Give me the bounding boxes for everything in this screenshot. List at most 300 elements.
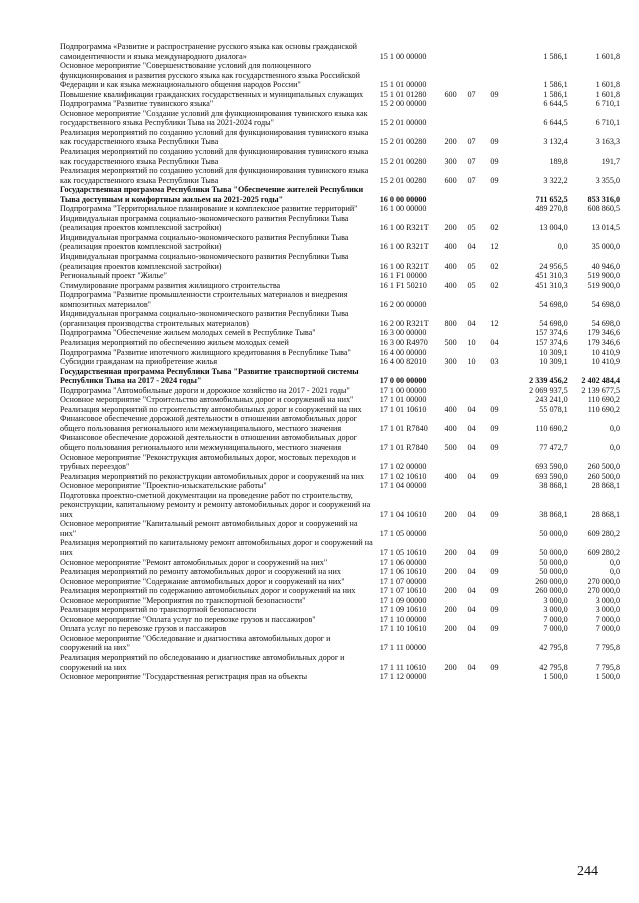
subsection-code xyxy=(490,367,513,386)
amount-year-1: 1 586,1 xyxy=(543,89,568,99)
row-name: Повышение квалификации гражданских государственных и муниципальных служащих xyxy=(60,89,364,99)
expense-type-code: 400 xyxy=(444,280,457,290)
row-name: Реализация мероприятий по созданию условий для функционирования тувинского языка как государственного языка Республики Тыва xyxy=(60,127,369,147)
section-code xyxy=(467,615,490,625)
amount-year-2: 270 000,0 xyxy=(587,576,620,586)
table-row xyxy=(60,290,620,309)
amount-year-1: 1 586,1 xyxy=(543,51,568,61)
expense-type-code xyxy=(444,596,467,606)
amount-year-1: 24 956,5 xyxy=(539,261,568,271)
amount-year-1: 38 868,1 xyxy=(539,481,568,491)
target-article-code: 16 1 F1 50210 xyxy=(379,280,427,290)
row-name: Реализация мероприятий по транспортной безопасности xyxy=(60,605,257,615)
subsection-code xyxy=(490,109,513,128)
subsection-code: 04 xyxy=(490,337,499,347)
amount-year-1: 451 310,3 xyxy=(535,280,568,290)
subsection-code xyxy=(490,185,513,204)
expense-type-code xyxy=(444,615,467,625)
row-name: Основное мероприятие "Реконструкция автомобильных дорог, мостовых переходов и трубных переездов" xyxy=(60,452,356,472)
section-code: 05 xyxy=(467,280,476,290)
expense-type-code: 400 xyxy=(444,423,457,433)
expense-type-code xyxy=(444,558,467,568)
target-article-code: 17 1 05 10610 xyxy=(379,547,427,557)
amount-year-2: 28 868,1 xyxy=(591,481,620,491)
amount-year-2: 609 280,2 xyxy=(587,528,620,538)
amount-year-1: 3 322,2 xyxy=(543,175,568,185)
section-code xyxy=(467,453,490,472)
expense-type-code: 300 xyxy=(444,357,457,367)
target-article-code: 17 1 02 00000 xyxy=(379,462,427,472)
expense-type-code xyxy=(444,453,467,472)
section-code xyxy=(467,367,490,386)
row-name: Реализация мероприятий по обеспечению жильем молодых семей xyxy=(60,337,289,347)
subsection-code: 12 xyxy=(490,318,499,328)
amount-year-1: 10 309,1 xyxy=(539,347,568,357)
subsection-code: 09 xyxy=(490,605,499,615)
amount-year-1: 50 000,0 xyxy=(539,528,568,538)
expense-type-code xyxy=(444,367,467,386)
section-code: 07 xyxy=(467,89,476,99)
table-row xyxy=(60,252,620,271)
amount-year-2: 0,0 xyxy=(609,423,620,433)
row-name: Оплата услуг по перевозке грузов и пассажиров xyxy=(60,624,227,634)
expense-type-code xyxy=(444,634,467,653)
amount-year-1: 1 500,0 xyxy=(543,672,568,682)
target-article-code: 17 1 10 00000 xyxy=(379,614,427,624)
target-article-code: 16 2 00 R321T xyxy=(379,318,429,328)
amount-year-1: 3 000,0 xyxy=(543,595,568,605)
target-article-code: 15 1 01 00000 xyxy=(379,80,427,90)
table-row xyxy=(60,577,620,587)
amount-year-2: 54 698,0 xyxy=(591,318,620,328)
table-row xyxy=(60,481,620,491)
section-code: 04 xyxy=(467,404,476,414)
target-article-code: 17 1 06 00000 xyxy=(379,557,427,567)
expense-type-code xyxy=(444,348,467,358)
subsection-code: 09 xyxy=(490,624,499,634)
amount-year-2: 35 000,0 xyxy=(591,242,620,252)
amount-year-2: 40 946,0 xyxy=(591,261,620,271)
expense-type-code xyxy=(444,519,467,538)
amount-year-1: 110 690,2 xyxy=(535,423,568,433)
table-row xyxy=(60,99,620,109)
expense-type-code: 800 xyxy=(444,318,457,328)
amount-year-1: 3 132,4 xyxy=(543,137,568,147)
amount-year-1: 157 374,6 xyxy=(535,328,568,338)
amount-year-1: 3 000,0 xyxy=(543,605,568,615)
row-name: Основное мероприятие "Оплата услуг по перевозке грузов и пассажиров" xyxy=(60,614,316,624)
page-number: 244 xyxy=(577,864,598,879)
subsection-code xyxy=(490,348,513,358)
table-row xyxy=(60,147,620,166)
amount-year-2: 519 900,0 xyxy=(587,271,620,281)
expense-type-code: 400 xyxy=(444,471,457,481)
subsection-code: 09 xyxy=(490,89,499,99)
section-code: 04 xyxy=(467,605,476,615)
table-row xyxy=(60,309,620,328)
table-row xyxy=(60,519,620,538)
expense-type-code: 400 xyxy=(444,404,457,414)
amount-year-2: 1 601,8 xyxy=(595,80,620,90)
amount-year-1: 77 472,7 xyxy=(539,442,568,452)
section-code: 05 xyxy=(467,261,476,271)
section-code: 07 xyxy=(467,156,476,166)
table-row xyxy=(60,538,620,557)
subsection-code xyxy=(490,634,513,653)
amount-year-1: 54 698,0 xyxy=(539,299,568,309)
section-code: 05 xyxy=(467,223,476,233)
amount-year-2: 260 500,0 xyxy=(587,471,620,481)
amount-year-2: 7 000,0 xyxy=(595,614,620,624)
amount-year-2: 0,0 xyxy=(609,567,620,577)
subsection-code: 09 xyxy=(490,423,499,433)
expense-type-code xyxy=(444,61,467,90)
amount-year-2: 10 410,9 xyxy=(591,347,620,357)
section-code: 04 xyxy=(467,567,476,577)
amount-year-2: 179 346,6 xyxy=(587,337,620,347)
target-article-code: 16 1 00 R321T xyxy=(379,261,429,271)
subsection-code: 09 xyxy=(490,137,499,147)
amount-year-1: 1 586,1 xyxy=(543,80,568,90)
table-row xyxy=(60,624,620,634)
expense-type-code xyxy=(444,185,467,204)
target-article-code: 16 4 00 82010 xyxy=(379,357,427,367)
row-name: Основное мероприятие "Капитальный ремонт автомобильных дорог и сооружений на них" xyxy=(60,519,358,538)
row-name: Стимулирование программ развития жилищного строительства xyxy=(60,280,281,290)
target-article-code: 17 1 02 10610 xyxy=(379,471,427,481)
amount-year-1: 711 652,5 xyxy=(535,194,568,204)
amount-year-2: 853 316,0 xyxy=(587,194,620,204)
expense-type-code: 300 xyxy=(444,156,457,166)
amount-year-2: 6 710,1 xyxy=(595,118,620,128)
expense-type-code: 200 xyxy=(444,547,457,557)
subsection-code xyxy=(490,453,513,472)
row-name: Реализация мероприятий по капитальному ремонт автомобильных дорог и сооружений на них xyxy=(60,538,373,557)
table-row xyxy=(60,281,620,291)
subsection-code: 09 xyxy=(490,547,499,557)
section-code xyxy=(467,185,490,204)
amount-year-2: 1 500,0 xyxy=(595,672,620,682)
table-row xyxy=(60,109,620,128)
target-article-code: 15 2 01 00280 xyxy=(379,156,427,166)
table-row xyxy=(60,634,620,653)
row-name: Индивидуальная программа социально-экономического развития Республики Тыва (реализация проектов комплексной застройки) xyxy=(60,213,349,233)
row-name: Основное мероприятие "Государственная регистрация прав на объекты xyxy=(60,672,308,682)
target-article-code: 16 1 00 00000 xyxy=(379,204,427,214)
expense-type-code: 200 xyxy=(444,624,457,634)
amount-year-2: 54 698,0 xyxy=(591,299,620,309)
expense-type-code: 200 xyxy=(444,662,457,672)
section-code xyxy=(467,204,490,214)
table-row xyxy=(60,204,620,214)
row-name: Финансовое обеспечение дорожной деятельности в отношении автомобильных дорог общего пользования регионального или межмуниципального, местного значения xyxy=(60,433,357,452)
expense-type-code: 400 xyxy=(444,242,457,252)
row-name: Государственная программа Республики Тыва "Обеспечение жителей Республики Тыва доступным и комфортным жильем на 2021-2025 годы" xyxy=(60,185,364,204)
expense-type-code xyxy=(444,271,467,281)
subsection-code xyxy=(490,328,513,338)
row-name: Основное мероприятие "Строительство автомобильных дорог и сооружений на них" xyxy=(60,395,354,405)
table-row xyxy=(60,414,620,433)
target-article-code: 17 1 01 00000 xyxy=(379,395,427,405)
table-row xyxy=(60,605,620,615)
row-name: Подпрограмма "Развитие ипотечного жилищного кредитования в Республике Тыва" xyxy=(60,347,351,357)
expense-type-code: 200 xyxy=(444,586,457,596)
amount-year-1: 50 000,0 xyxy=(539,567,568,577)
section-code: 04 xyxy=(467,318,476,328)
section-code xyxy=(467,348,490,358)
table-row xyxy=(60,433,620,452)
section-code xyxy=(467,386,490,396)
row-name: Подпрограмма "Развитие промышленности строительных материалов и внедрения композитных материалов" xyxy=(60,290,348,309)
table-row xyxy=(60,405,620,415)
expense-type-code xyxy=(444,99,467,109)
amount-year-2: 1 601,8 xyxy=(595,89,620,99)
amount-year-2: 7 795,8 xyxy=(595,643,620,653)
table-row xyxy=(60,558,620,568)
row-name: Реализация мероприятий по созданию условий для функционирования тувинского языка как государственного языка Республики Тыва xyxy=(60,166,369,185)
subsection-code: 09 xyxy=(490,586,499,596)
amount-year-2: 270 000,0 xyxy=(587,586,620,596)
row-name: Основное мероприятие "Проектно-изыскательские работы" xyxy=(60,481,267,491)
amount-year-1: 189,8 xyxy=(549,156,568,166)
amount-year-2: 2 402 484,4 xyxy=(581,376,620,386)
row-name: Основное мероприятие "Создание условий для функционирования тувинского языка как государственного языка Республики Тыва на 2021-2024 годы" xyxy=(60,108,368,128)
row-name: Индивидуальная программа социально-экономического развития Республики Тыва (реализация проектов комплексной застройки) xyxy=(60,252,349,271)
amount-year-1: 7 000,0 xyxy=(543,624,568,634)
subsection-code xyxy=(490,204,513,214)
table-row xyxy=(60,166,620,185)
row-name: Основное мероприятие "Ремонт автомобильных дорог и сооружений на них" xyxy=(60,557,328,567)
amount-year-2: 3 000,0 xyxy=(595,595,620,605)
section-code: 04 xyxy=(467,471,476,481)
row-name: Субсидии гражданам на приобретение жилья xyxy=(60,357,218,367)
section-code: 04 xyxy=(467,509,476,519)
amount-year-2: 7 000,0 xyxy=(595,624,620,634)
table-row xyxy=(60,596,620,606)
table-row xyxy=(60,453,620,472)
subsection-code xyxy=(490,596,513,606)
amount-year-2: 3 163,3 xyxy=(595,137,620,147)
expense-type-code xyxy=(444,290,467,309)
subsection-code xyxy=(490,271,513,281)
table-row xyxy=(60,338,620,348)
amount-year-1: 260 000,0 xyxy=(535,586,568,596)
amount-year-2: 0,0 xyxy=(609,442,620,452)
expense-type-code xyxy=(444,386,467,396)
target-article-code: 17 1 04 00000 xyxy=(379,481,427,491)
section-code: 04 xyxy=(467,662,476,672)
amount-year-1: 55 078,1 xyxy=(539,404,568,414)
subsection-code: 12 xyxy=(490,242,499,252)
amount-year-2: 13 014,5 xyxy=(591,223,620,233)
amount-year-1: 13 004,0 xyxy=(539,223,568,233)
section-code xyxy=(467,558,490,568)
section-code: 10 xyxy=(467,357,476,367)
row-name: Подпрограмма "Автомобильные дороги и дорожное хозяйство на 2017 - 2021 годы" xyxy=(60,385,350,395)
subsection-code: 09 xyxy=(490,662,499,672)
section-code xyxy=(467,328,490,338)
subsection-code xyxy=(490,395,513,405)
table-row xyxy=(60,90,620,100)
subsection-code: 09 xyxy=(490,567,499,577)
subsection-code xyxy=(490,99,513,109)
amount-year-2: 3 000,0 xyxy=(595,605,620,615)
table-row xyxy=(60,271,620,281)
row-name: Подпрограмма "Развитие тувинского языка" xyxy=(60,99,214,109)
subsection-code xyxy=(490,290,513,309)
target-article-code: 16 1 00 R321T xyxy=(379,223,429,233)
budget-table-body xyxy=(60,42,620,682)
amount-year-2: 6 710,1 xyxy=(595,99,620,109)
amount-year-1: 42 795,8 xyxy=(539,662,568,672)
amount-year-1: 693 590,0 xyxy=(535,471,568,481)
section-code: 04 xyxy=(467,442,476,452)
subsection-code xyxy=(490,61,513,90)
amount-year-2: 2 139 677,5 xyxy=(581,385,620,395)
section-code xyxy=(467,61,490,90)
subsection-code: 02 xyxy=(490,261,499,271)
expense-type-code xyxy=(444,395,467,405)
section-code xyxy=(467,42,490,61)
row-name: Государственная программа Республики Тыва "Развитие транспортной системы Республики Тыва на 2017 - 2024 годы" xyxy=(60,366,359,386)
section-code: 04 xyxy=(467,423,476,433)
amount-year-2: 10 410,9 xyxy=(591,357,620,367)
subsection-code: 02 xyxy=(490,280,499,290)
target-article-code: 16 2 00 00000 xyxy=(379,299,427,309)
section-code xyxy=(467,109,490,128)
amount-year-1: 6 644,5 xyxy=(543,99,568,109)
table-row xyxy=(60,386,620,396)
expense-type-code xyxy=(444,672,467,682)
row-name: Подпрограмма "Обеспечение жильем молодых семей в Республике Тыва" xyxy=(60,328,316,338)
row-name: Региональный проект "Жилье" xyxy=(60,271,167,281)
section-code xyxy=(467,481,490,491)
target-article-code: 16 3 00 00000 xyxy=(379,328,427,338)
target-article-code: 17 1 11 10610 xyxy=(379,662,427,672)
target-article-code: 16 1 F1 00000 xyxy=(379,271,427,281)
amount-year-1: 50 000,0 xyxy=(539,557,568,567)
expense-type-code: 200 xyxy=(444,605,457,615)
amount-year-2: 1 601,8 xyxy=(595,51,620,61)
table-row xyxy=(60,61,620,90)
section-code: 04 xyxy=(467,624,476,634)
amount-year-2: 191,7 xyxy=(601,156,620,166)
target-article-code: 17 1 01 R7840 xyxy=(379,442,428,452)
table-row xyxy=(60,367,620,386)
row-name: Основное мероприятие "Обследование и диагностика автомобильных дорог и сооружений на них" xyxy=(60,633,331,653)
amount-year-2: 179 346,6 xyxy=(587,328,620,338)
row-name: Реализация мероприятий по созданию условий для функционирования тувинского языка как государственного языка Республики Тыва xyxy=(60,147,369,166)
target-article-code: 15 1 01 01280 xyxy=(379,89,427,99)
subsection-code: 09 xyxy=(490,175,499,185)
section-code xyxy=(467,519,490,538)
amount-year-1: 42 795,8 xyxy=(539,643,568,653)
table-row xyxy=(60,185,620,204)
table-row xyxy=(60,233,620,252)
budget-table xyxy=(60,42,620,682)
table-row xyxy=(60,128,620,147)
target-article-code: 17 1 07 00000 xyxy=(379,576,427,586)
section-code: 07 xyxy=(467,175,476,185)
table-row xyxy=(60,472,620,482)
row-name: Основное мероприятие "Совершенствование условий для полноценного функционирования и развития русского языка как государственного языка Российской Федерации и как языка межнационального общения народов России" xyxy=(60,61,360,90)
subsection-code: 09 xyxy=(490,404,499,414)
section-code xyxy=(467,634,490,653)
section-code: 04 xyxy=(467,586,476,596)
amount-year-2: 110 690,2 xyxy=(587,395,620,405)
table-row xyxy=(60,491,620,520)
section-code xyxy=(467,290,490,309)
target-article-code: 17 1 09 00000 xyxy=(379,595,427,605)
table-row xyxy=(60,653,620,672)
row-name: Реализация мероприятий по обследованию и диагностике автомобильных дорог и сооружений на них xyxy=(60,653,345,672)
row-name: Основное мероприятие "Мероприятия по транспортной безопасности" xyxy=(60,595,306,605)
amount-year-2: 260 500,0 xyxy=(587,462,620,472)
row-name: Реализация мероприятий по содержанию автомобильных дорог и сооружений на них xyxy=(60,586,356,596)
table-row xyxy=(60,357,620,367)
subsection-code: 09 xyxy=(490,442,499,452)
target-article-code: 17 0 00 00000 xyxy=(379,376,427,386)
row-name: Основное мероприятие "Содержание автомобильных дорог и сооружений на них" xyxy=(60,576,345,586)
target-article-code: 15 2 00 00000 xyxy=(379,99,427,109)
amount-year-1: 38 868,1 xyxy=(539,509,568,519)
subsection-code xyxy=(490,481,513,491)
row-name: Реализация мероприятий по реконструкции автомобильных дорог и сооружений на них xyxy=(60,471,365,481)
target-article-code: 17 1 12 00000 xyxy=(379,672,427,682)
expense-type-code xyxy=(444,481,467,491)
target-article-code: 15 2 01 00280 xyxy=(379,175,427,185)
amount-year-1: 2 339 456,2 xyxy=(529,376,568,386)
expense-type-code: 500 xyxy=(444,337,457,347)
subsection-code xyxy=(490,42,513,61)
target-article-code: 16 3 00 R4970 xyxy=(379,337,428,347)
subsection-code xyxy=(490,386,513,396)
expense-type-code: 200 xyxy=(444,137,457,147)
section-code: 04 xyxy=(467,242,476,252)
section-code xyxy=(467,596,490,606)
row-name: Подпрограмма "Территориальное планирование и комплексное развитие территорий" xyxy=(60,204,358,214)
amount-year-1: 0,0 xyxy=(557,242,568,252)
expense-type-code: 200 xyxy=(444,509,457,519)
row-name: Реализация мероприятий по ремонту автомобильных дорог и сооружений на них xyxy=(60,567,341,577)
target-article-code: 15 2 01 00000 xyxy=(379,118,427,128)
expense-type-code: 600 xyxy=(444,89,457,99)
amount-year-1: 157 374,6 xyxy=(535,337,568,347)
expense-type-code xyxy=(444,328,467,338)
subsection-code: 09 xyxy=(490,156,499,166)
target-article-code: 15 1 00 00000 xyxy=(379,51,427,61)
expense-type-code: 400 xyxy=(444,261,457,271)
amount-year-2: 3 355,0 xyxy=(595,175,620,185)
expense-type-code xyxy=(444,109,467,128)
expense-type-code xyxy=(444,204,467,214)
target-article-code: 17 1 00 00000 xyxy=(379,385,427,395)
table-row xyxy=(60,348,620,358)
expense-type-code: 200 xyxy=(444,223,457,233)
subsection-code xyxy=(490,577,513,587)
amount-year-2: 609 280,2 xyxy=(587,547,620,557)
subsection-code xyxy=(490,558,513,568)
expense-type-code xyxy=(444,577,467,587)
row-name: Финансовое обеспечение дорожной деятельности в отношении автомобильных дорог общего пользования регионального или межмуниципального, местного значения xyxy=(60,414,357,433)
subsection-code xyxy=(490,615,513,625)
target-article-code: 16 0 00 00000 xyxy=(379,194,427,204)
target-article-code: 17 1 06 10610 xyxy=(379,567,427,577)
table-row xyxy=(60,328,620,338)
table-row xyxy=(60,567,620,577)
table-row xyxy=(60,395,620,405)
expense-type-code xyxy=(444,42,467,61)
